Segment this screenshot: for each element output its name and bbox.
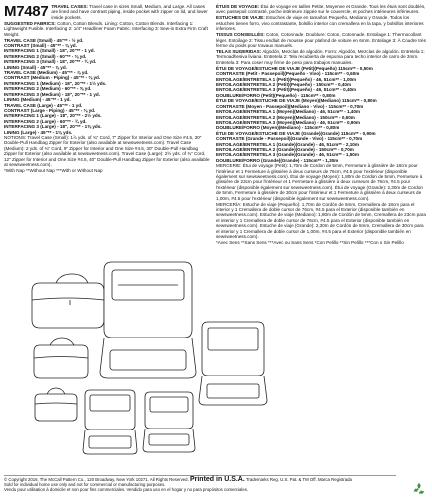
yardage-row: CONTRAST (Small) - 45"** - ⅜ yd.	[4, 43, 77, 49]
small-case-open-drawing	[83, 390, 137, 454]
mercerie-paragraph: MERCERIE: Étui de voyage (Petit): 1,70m de Cordon de 5mm, Fermeture à glissière de 18cm pour l'intérieur et 1 Fermeture à glissière à deux curseurs de 76cm, #4.5 pour l'extérieur (disponible également sur sewsweetness.com). Étui de voyage (Moyen): 1,80m de Cordon de 5mm, Fermeture à glissière de 23cm pour l'intérieur et 1 Fermeture à glissière à deux curseurs de 76cm, #4.5 pour l'extérieur (disponible également sur sewsweetness.com). Étui de voyage (Grande): 2,30m de Cordon de 5mm, Fermeture à glissière de 30cm pour l'intérieur et 1 Fermeture à glissière à deux curseurs de 1,00m, #4.5 pour l'extérieur (disponible également sur sewsweetness.com).	[216, 163, 423, 201]
yardage-row: INTERFACING 2 (Small) - 60"** - ⅜ yd.	[4, 53, 87, 59]
metrage-row: DOUBLURE/FORRO (Grande)(Grande) - 115cm** - 1,30m	[216, 157, 339, 163]
copyright-text: © Copyright 2016, The McCall Pattern Co., 120 Broadway, New York 10271. All Rights Reserved.	[4, 477, 189, 482]
yardage-row: LINING (Large) - 45"** - 1⅜ yds.	[4, 129, 73, 135]
merceria-paragraph: MERCERÍA: Estuche de viaje (Pequeño): 1,70m de Cordón de 5mm, Cremallera de 18cm para el interior y 1 Cremallera de doble cursor de 76cm, #4.5 para el Exterior (disponible también en sewsweetness.com). Estuche de viaje (Mediano): 1,80m de Cordón de 5mm, Cremallera de 23cm para el interior y 1 Cremallera de doble cursor de 76cm, #4.5 para el Exterior (disponible también en sewsweetness.com). Estuche de viaje (Grande): 2,30m de Cordón de 5mm, Cremallera de 30cm para el interior y 1 Cremallera de doble cursor de 1,00m, #4.5 para el Exterior (disponible también en sewsweetness.com).	[216, 201, 426, 240]
metrage-row: ENTOILAGE/ENTRETELA 3 (Grande)(Grande) - 46, 51cm** - 1,50m	[216, 152, 359, 158]
printed-in-usa: Printed in U.S.A.	[189, 476, 245, 483]
yardage-row: INTERFACING 2 (Large) - 60"** - ¾ yd.	[4, 118, 87, 124]
yardage-row: INTERFACING 1 (Large) - 18", 20"** - 2½ yds.	[4, 113, 102, 119]
yardage-row: INTERFACING 1 (Medium) - 18", 20"** - 1½ yds.	[4, 80, 107, 86]
yardage-row: LINING (Small) - 45"** - ⅞ yd.	[4, 64, 67, 70]
fabrics-text: Cotton, Cotton Blends. Lining: Cotton, Cotton Blends. Interfacing 1: Lightweight Fusible. Interfacing 2: 1/4" Headliner Foam Fabric. Interfacing 3: Sew-in Extra Firm Craft Weight.	[4, 20, 208, 37]
metrage-row: ÉTUI DE VOYAGE/ESTUCHE DE VIAJE (Moyen)(Mediano) 115cm** - 0,80m	[216, 98, 377, 104]
yardage-row: CONTRAST (Large - Piping) - 45"** - ⅜ yd.	[4, 107, 96, 113]
fr-intro-heading: ÉTUIS DE VOYAGE:	[216, 4, 260, 9]
metrage-row: ENTOILAGE/ENTRETELA 2 (Petit)(Pequeño) - 150cm** - 0,40m	[216, 82, 352, 88]
small-case-closed-drawing	[35, 388, 77, 421]
yardage-row: INTERFACING 3 (Small) - 18", 20"** - ¾ yd.	[4, 59, 97, 65]
footer-fr-es-line: Vendu pour utilisation à domicile et non pour fins commerciales. Vendido para uso en el hogar y no para propósitos comerciales.	[4, 487, 249, 492]
footer-home-use-line: Sold for individual home use only and not for commercial or manufacturing purposes.	[4, 482, 166, 487]
tissus-heading: TISSUS CONSEILLÉS:	[216, 32, 265, 38]
intro-heading: TRAVEL CASES:	[51, 4, 88, 9]
yardage-row: CONTRAST (Medium - Piping) - 45"** - ⅜ yd.	[4, 75, 101, 81]
telas-text: Algodón, Mezclas de algodón. Forro: Algodón, Mezclas de algodón. Entretela 1: Termoadhesiva liviana. Entretela 2: Tela recubierta de espuma para techo interior de carro de 3mm. Entretela 3: Para coser muy firme de peso para trabajos manuales.	[216, 49, 425, 65]
metrage-row: CONTRASTE (Moyen - Passepoil)(Mediano - Vivo) - 115cm** - 0,70m	[216, 103, 364, 109]
nap-legend: *With Nap **Without Nap ***With or Without Nap	[4, 167, 103, 173]
metrage-row: ENTOILAGE/ENTRETELA 2 (Grande)(Grande) - 150cm** - 0,70m	[216, 146, 354, 152]
es-intro-heading: ESTUCHES DE VIAJE:	[216, 15, 265, 21]
es-intro-text: Estuches de viaje en tamaños Pequeño, Mediano y Grande. Todos los estuches tienen forro, vivo contrastante, bolsillo interior con cremallera en la tapa, y bolsillos interiores inferiores.	[216, 15, 424, 32]
yardage-row: INTERFACING 3 (Large) - 18", 20"** - 1⅝ yds.	[4, 124, 102, 130]
medium-case-open-drawing	[199, 322, 267, 405]
metrage-row: ÉTUI DE VOYAGE/ESTUCHE DE VIAJE (Petit)(Pequeño) 115cm** - 0,50m	[216, 65, 373, 71]
large-case-open-drawing	[100, 262, 196, 378]
footer	[4, 474, 396, 492]
metrage-row: CONTRASTE (Grande - Passepoil)(Grande - Vivo) - 115cm** - 0,70m	[216, 136, 363, 142]
telas-heading: TELAS SUGERIDAS:	[216, 49, 262, 55]
yardage-row: LINING (Medium) - 45"** - 1 yd.	[4, 97, 71, 103]
intro-text: Travel case in sizes Small, Medium, and Large. All cases are lined and have contrast piping, inside pocket with zipper on lid, and lower inside pockets.	[51, 4, 208, 20]
metrage-row: ENTOILAGE/ENTRETELA 1 (Grande)(Grande) - 46, 51cm** - 2,10m	[216, 141, 359, 147]
yardage-row: INTERFACING 3 (Medium) - 18", 20"** - 1 yd.	[4, 91, 100, 97]
metrage-row: ENTOILAGE/ENTRETELA 2 (Moyen)(Mediano) - 150cm** - 0,60m	[216, 114, 355, 120]
metrage-row: ENTOILAGE/ENTRETELA 1 (Moyen)(Mediano) - 46, 51cm** - 1,40m	[216, 109, 360, 115]
yardage-row: TRAVEL CASE (Medium) - 45"** - ⅞ yd.	[4, 70, 89, 76]
yardage-row: INTERFACING 1 (Small) - 18", 20"** - 1 yd.	[4, 48, 95, 54]
metrage-row: ENTOILAGE/ENTRETELA 3 (Moyen)(Mediano) - 46, 51cm** - 0,90m	[216, 119, 360, 125]
yardage-row: TRAVEL CASE (Small) - 45"** - ½ yd.	[4, 37, 84, 43]
yardage-row: INTERFACING 2 (Medium) - 60"** - ⅝ yd.	[4, 86, 92, 92]
large-case-closed-drawing	[32, 274, 104, 328]
metrage-row: ENTOILAGE/ENTRETELA 1 (Petit)(Pequeño) - 46, 51cm** - 1,00m	[216, 76, 357, 82]
medium-case-closed-drawing	[34, 338, 88, 378]
trademark-text: Trademarks Reg. U.S. Pat. & TM Off. Marca Registrada	[245, 477, 352, 482]
metrage-row: ENTOILAGE/ENTRETELA 3 (Petit)(Pequeño) - 46, 51cm** - 0,40m	[216, 87, 357, 93]
metrage-row: CONTRASTE (Petit - Passepoil)(Pequeño - Vivo) - 115cm** - 0,60m	[216, 71, 360, 77]
fabrics-heading: SUGGESTED FABRICS:	[4, 20, 56, 26]
yardage-row: TRAVEL CASE (Large) - 45"** - 1 yd.	[4, 102, 83, 108]
fr-es-nap-legend: *Avec Sens **Sans Sens ***Avec ou Sans Sens *Con Pelillo **Sin Pelillo ***Con o Sin Pelillo	[216, 240, 404, 246]
small-case-open-drawing-2	[143, 392, 195, 452]
metrage-row: DOUBLURE/FORRO (Moyen)(Mediano) - 115cm** - 0,80m	[216, 125, 340, 131]
metrage-row: ÉTUI DE VOYAGE/ESTUCHE DE VIAJE (Grande)(Grande) 115cm** - 0,90m	[216, 130, 376, 136]
metrage-row: DOUBLURE/FORRO (Petit)(Pequeño) - 115cm** - 0,80m	[216, 92, 336, 98]
tissus-text: Coton, Cotonnade. Doublure: Coton, Cotonnade. Entoilage 1: Thermocollant léger. Entoilage 2: Tissu endluit de mousse pour plafond de voiture en 6mm. Entoilage 3: À Coudre très ferme du poids pour travaux manuels.	[216, 32, 426, 49]
pattern-code: M7487	[4, 3, 49, 20]
fr-intro-text: Étui de voyage en tailles Petite, Moyenne et Grande. Tous les étuis sont doublés, avec passepoil contrasté, poche intérieure zippée sur le couvercle, et poches intérieures inférieures.	[216, 4, 426, 15]
recycle-icon	[412, 482, 426, 496]
notions-paragraph: NOTIONS: Travel Case (Small): 1⅞ yds. of ¾" Cord, 7" Zipper for Interior and One Size #4.5, 30" Double-Pull Handbag Zipper for Exterior (also available at sewsweetness.com). Travel Case (Medium): 2 yds. of ¾" Cord, 9" Zipper for Interior and One Size #4.5, 30" Double-Pull Handbag Zipper for Exterior (also available at sewsweetness.com). Travel Case (Large): 2½ yds. of ¾" Cord, 12" Zipper for Interior and One Size #4.5, 40" Double-Pull Handbag Zipper for Exterior (also available at sewsweetness.com).	[4, 134, 210, 167]
